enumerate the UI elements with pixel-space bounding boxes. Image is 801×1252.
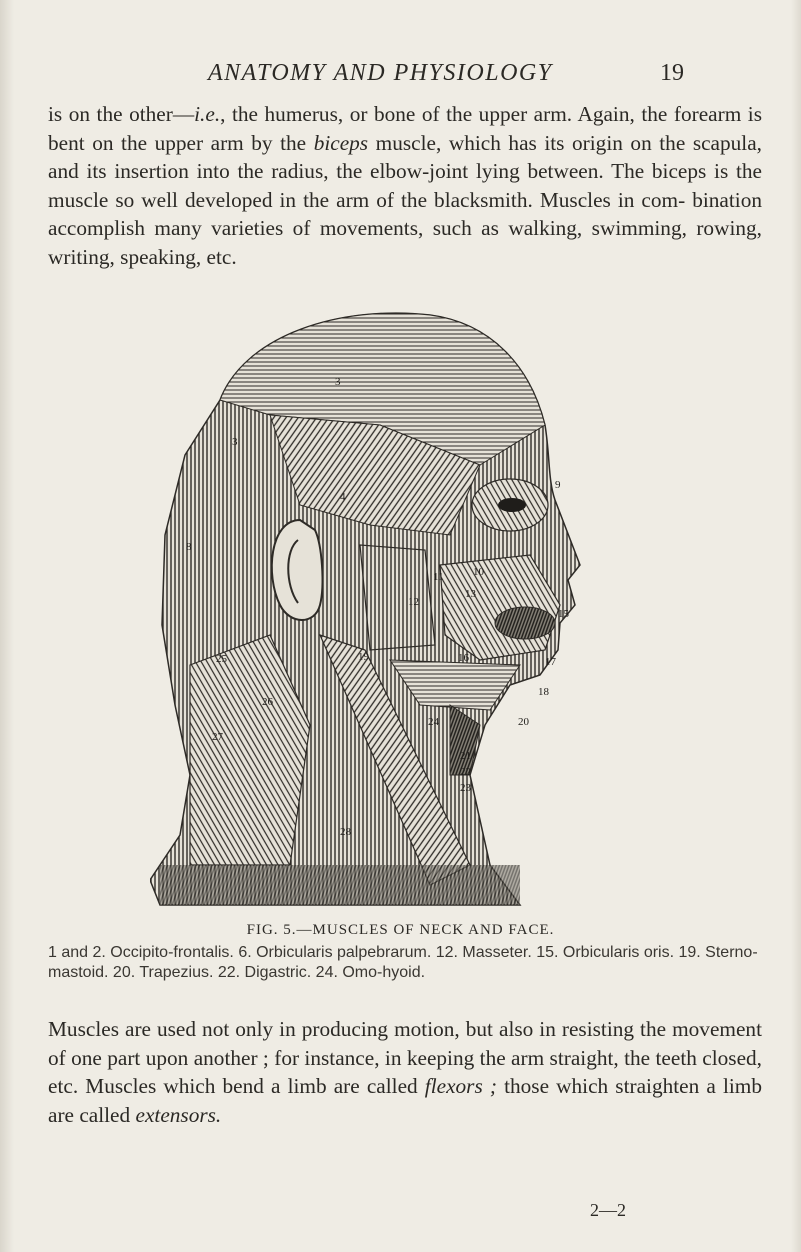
flexors-italic: flexors ; [424, 1074, 497, 1099]
ie-italic: i.e. [194, 102, 221, 126]
page-number: 19 [660, 60, 684, 86]
paragraph-2-text-a: Muscles are used not only in producing motion, but also in resisting the movement of one part upon another ; for instance, in keeping the arm straight, the teeth closed, etc. Muscles which bend a limb are called [48, 1017, 762, 1099]
signature-mark: 2—2 [590, 1200, 626, 1220]
figure-label: 25 [216, 653, 227, 665]
figure-label: 3 [335, 376, 341, 388]
page-edge-left [0, 0, 14, 1252]
paragraph-1-text-a: is on the other— [48, 102, 195, 126]
figure-label: 23 [460, 782, 471, 794]
head-neck-muscles-illustration [150, 305, 600, 910]
figure-label: 8 [186, 541, 192, 553]
paragraph-1-text-b: , the humerus, or bone of the upper arm. Again, the forearm is bent on the upper arm by the [48, 102, 762, 155]
paragraph-2 [48, 1015, 762, 1129]
figure-label: 12 [408, 596, 419, 608]
figure-label: 19 [358, 651, 369, 663]
figure-label: 10 [473, 566, 484, 578]
figure-label: 28 [340, 826, 351, 838]
figure-label: 17 [545, 656, 556, 668]
running-title: ANATOMY AND PHYSIOLOGY [208, 60, 553, 86]
running-head [0, 58, 801, 98]
figure-caption: FIG. 5.—MUSCLES OF NECK AND FACE. [246, 922, 555, 938]
figure-label: 9 [555, 479, 561, 491]
paragraph-2-text-b: those which straighten a limb are called [48, 1074, 762, 1127]
figure-label: 18 [538, 686, 549, 698]
figure-label: 20 [518, 716, 529, 728]
figure-label: 27 [212, 731, 223, 743]
figure-label: 15 [558, 608, 569, 620]
figure-label: 22 [460, 766, 471, 778]
figure-label: 4 [340, 491, 346, 503]
figure-label: 16 [458, 652, 469, 664]
figure-label: 13 [465, 588, 476, 600]
figure-label: 24 [428, 716, 439, 728]
figure-label: 26 [262, 696, 273, 708]
figure-label: 3 [232, 436, 238, 448]
extensors-italic: extensors. [135, 1102, 222, 1127]
paragraph-1-text-c: muscle, which has its origin on the scapula, and its insertion into the radius, the elbow-joint lying between. The biceps is the muscle so well developed in the arm of the blacksmith. Muscles in com- bination accomplish many varieties of movements, such as walking, swimming, rowing, writing, speaking, etc. [48, 130, 763, 269]
paragraph-1 [48, 100, 762, 272]
page-edge-right [791, 0, 801, 1252]
figure-label: 11 [433, 571, 444, 583]
figure-label: 21 [460, 750, 471, 762]
figure-legend: 1 and 2. Occipito-frontalis. 6. Orbicularis palpebrarum. 12. Masseter. 15. Orbicularis oris. 19. Sterno-mastoid. 20. Trapezius. 22. Digastric. 24. Omo-hyoid. [48, 944, 758, 981]
biceps-italic: biceps [313, 130, 369, 155]
anatomy-figure [150, 305, 600, 910]
